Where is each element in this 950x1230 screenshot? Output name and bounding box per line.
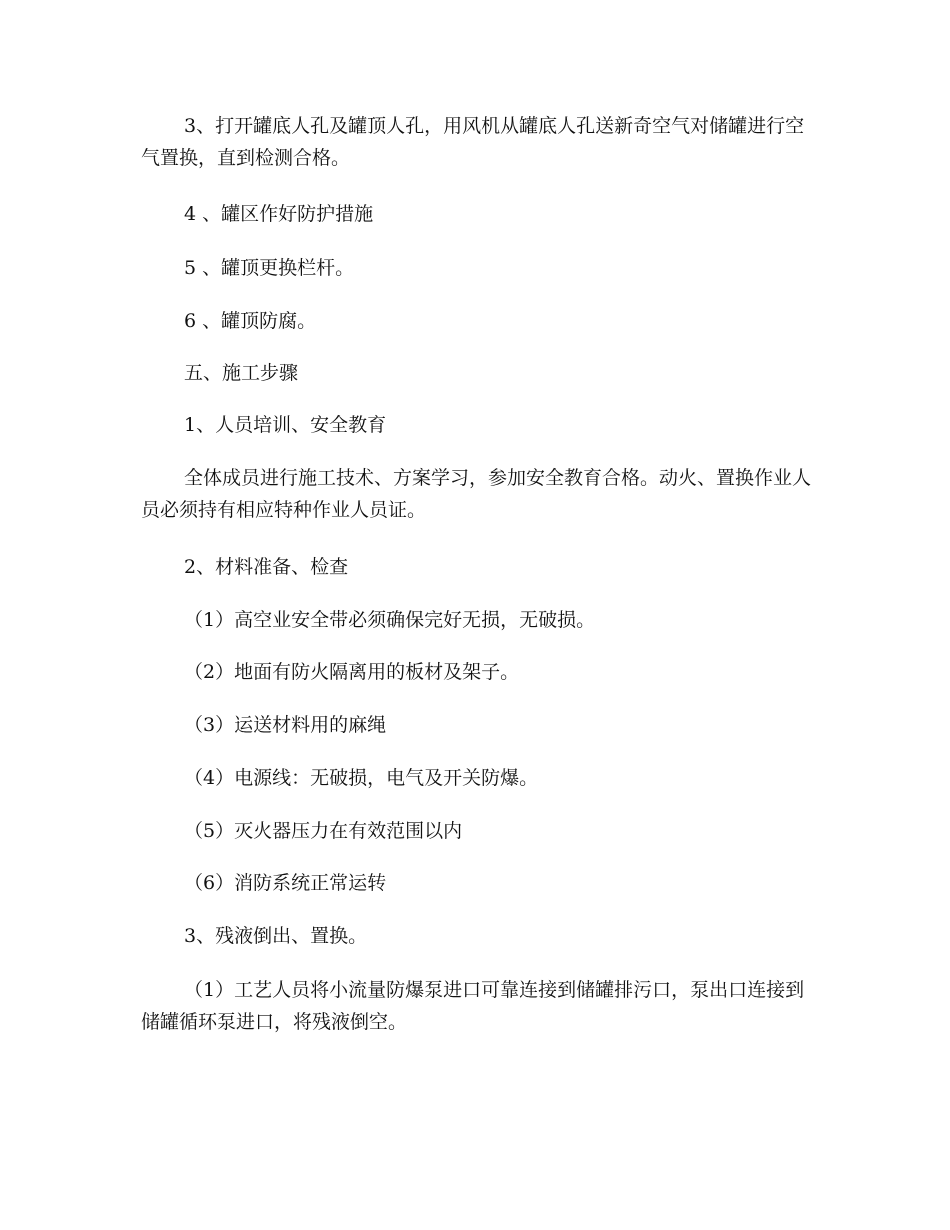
heading-residual-liquid: 3、残液倒出、置换。 — [184, 925, 368, 947]
list-item-fire-system: （6）消防系统正常运转 — [184, 872, 387, 894]
list-item-power-line: （4）电源线：无破损，电气及开关防爆。 — [184, 767, 539, 789]
paragraph-air-replacement: 3、打开罐底人孔及罐顶人孔，用风机从罐底人孔送新奇空气对储罐进行空气置换，直到检测合格。 — [141, 115, 805, 169]
list-item-hemp-rope: （3）运送材料用的麻绳 — [184, 714, 387, 736]
section-heading-construction-steps: 五、施工步骤 — [184, 362, 299, 384]
paragraph-personnel-training: 全体成员进行施工技术、方案学习，参加安全教育合格。动火、置换作业人员必须持有相应特种作业人员证。 — [141, 467, 812, 521]
heading-training-safety: 1、人员培训、安全教育 — [184, 414, 387, 436]
paragraph-tank-area-protection: 4 、罐区作好防护措施 — [184, 203, 374, 225]
paragraph-roof-anticorrosion: 6 、罐顶防腐。 — [184, 310, 317, 332]
paragraph-replace-railing: 5 、罐顶更换栏杆。 — [184, 257, 355, 279]
list-item-safety-belt: （1）高空业安全带必须确保完好无损，无破损。 — [184, 609, 596, 631]
list-item-pump-connection: （1）工艺人员将小流量防爆泵进口可靠连接到储罐排污口，泵出口连接到储罐循环泵进口，将残液倒空。 — [141, 979, 805, 1033]
list-item-fire-extinguisher: （5）灭火器压力在有效范围以内 — [184, 820, 463, 842]
heading-materials-check: 2、材料准备、检查 — [184, 556, 349, 578]
list-item-fire-isolation: （2）地面有防火隔离用的板材及架子。 — [184, 661, 520, 683]
